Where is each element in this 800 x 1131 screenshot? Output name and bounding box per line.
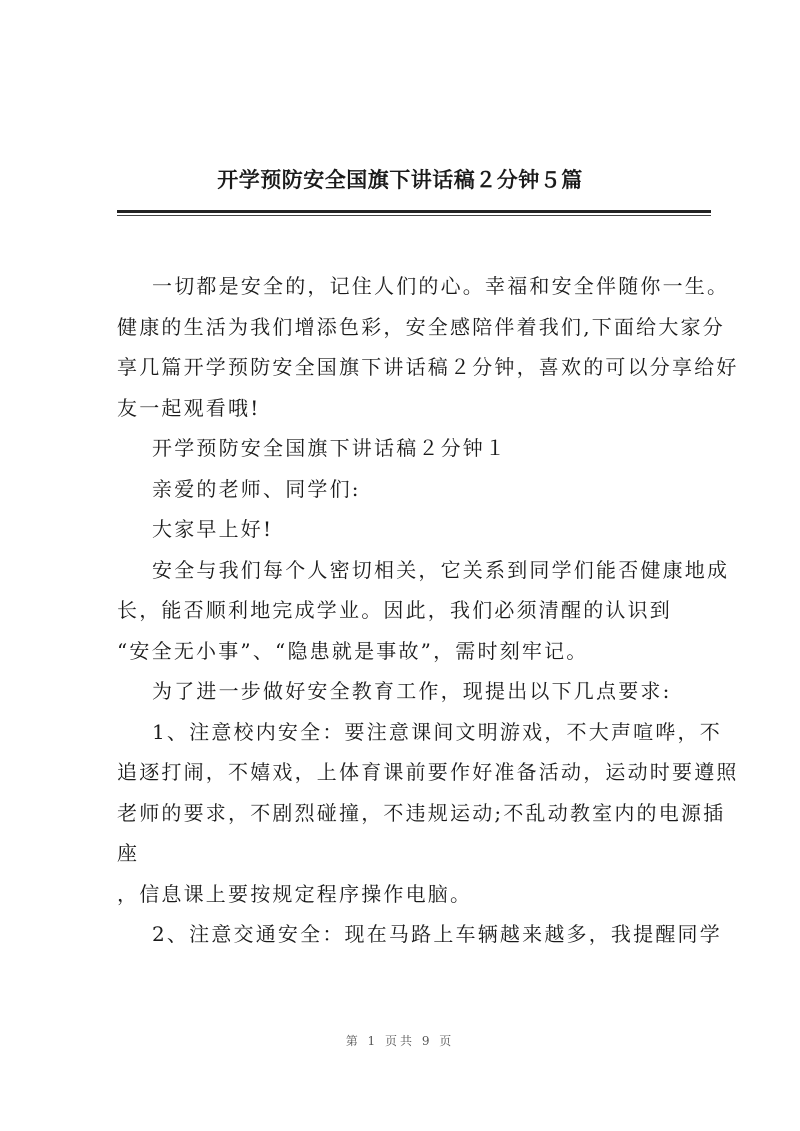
title-underline [117, 210, 711, 213]
salutation: 亲爱的老师、同学们: [152, 476, 361, 501]
paragraph-line: “安全无小事”、“隐患就是事故”，需时刻牢记。 [117, 638, 589, 663]
paragraph-line: 享几篇开学预防安全国旗下讲话稿２分钟，喜欢的可以分享给好 [117, 355, 739, 379]
paragraph-line: 长，能否顺利地完成学业。因此，我们必须清醒的认识到 [117, 598, 672, 622]
paragraph-line: 为了进一步做好安全教育工作，现提出以下几点要求: [152, 679, 672, 703]
section-heading: 开学预防安全国旗下讲话稿２分钟１ [152, 436, 508, 460]
paragraph-line: 安全与我们每个人密切相关，它关系到同学们能否健康地成 [152, 557, 730, 582]
list-item-line: 座 [117, 841, 140, 865]
list-item-line: 老师的要求，不剧烈碰撞，不违规运动;不乱动教室内的电源插 [117, 800, 726, 825]
paragraph-line: 友一起观看哦! [117, 395, 261, 420]
document-body [117, 266, 739, 955]
list-item-line: ，信息课上要按规定程序操作电脑。 [117, 881, 473, 906]
list-item-line: 1、注意校内安全：要注意课间文明游戏，不大声喧哗，不 [152, 719, 722, 744]
paragraph-line: 健康的生活为我们增添色彩，安全感陪伴着我们,下面给大家分 [117, 314, 725, 339]
title-underline-thin [117, 215, 711, 216]
list-item-line: 2、注意交通安全：现在马路上车辆越来越多，我提醒同学 [152, 922, 722, 946]
greeting: 大家早上好! [152, 517, 274, 541]
list-item-line: 追逐打闹，不嬉戏，上体育课前要作好准备活动，运动时要遵照 [117, 760, 739, 784]
page-footer: 第 1 页共 9 页 [345, 1034, 455, 1048]
document-title: 开学预防安全国旗下讲话稿２分钟５篇 [217, 167, 583, 192]
paragraph-line: 一切都是安全的，记住人们的心。幸福和安全伴随你一生。 [152, 274, 730, 298]
